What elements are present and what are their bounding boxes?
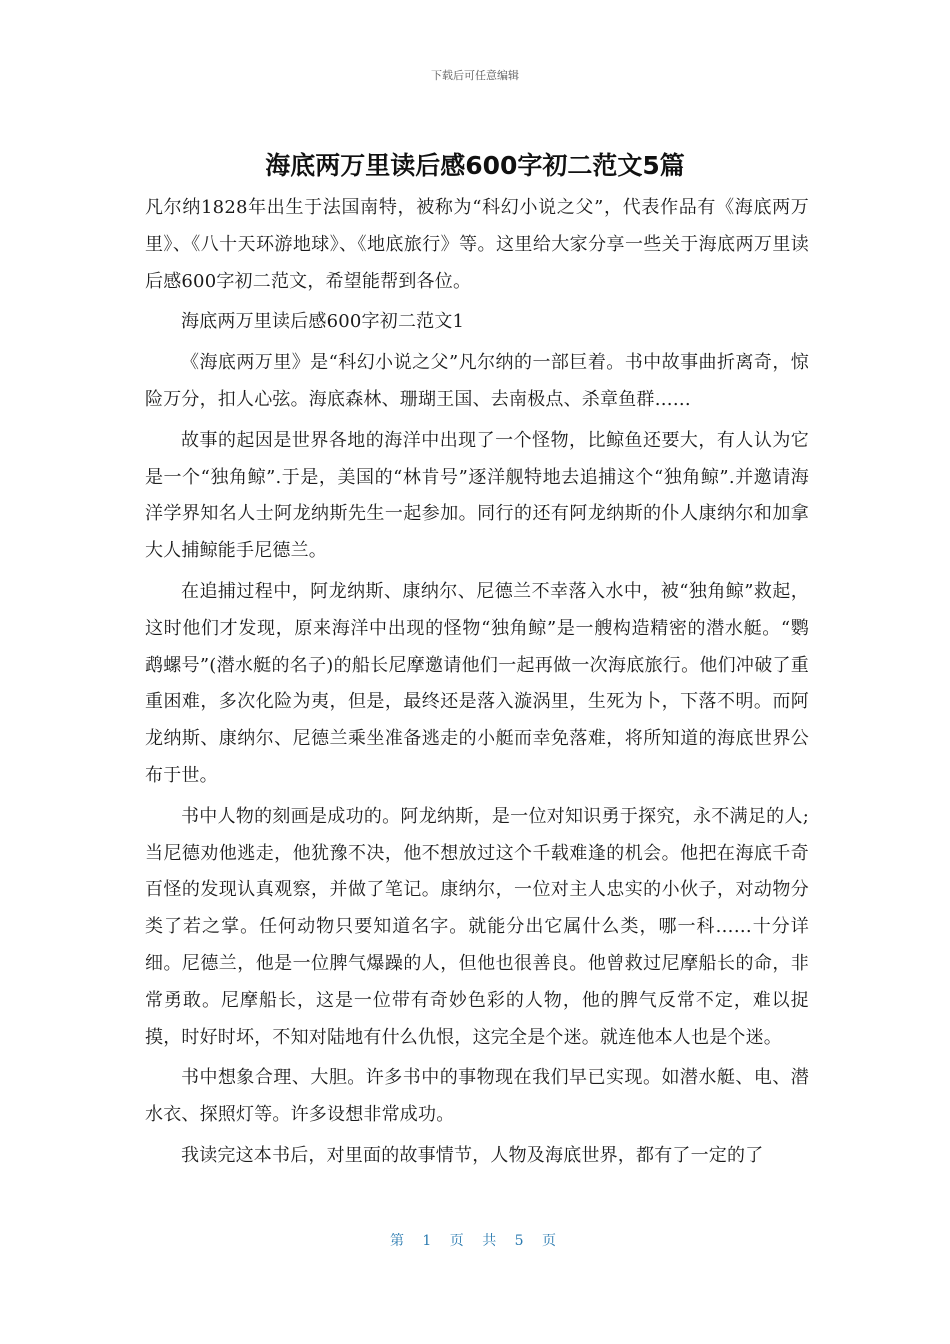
intro-paragraph: 凡尔纳1828年出生于法国南特，被称为“科幻小说之父”，代表作品有《海底两万里》、《八十天环游地球》、《地底旅行》等。这里给大家分享一些关于海底两万里读后感600字初二范文，希望能帮到各位。 (145, 197, 809, 292)
document-body (145, 190, 809, 1175)
page-header-note: 下载后可任意编辑 (431, 69, 519, 82)
document-title: 海底两万里读后感600字初二范文5篇 (265, 151, 685, 180)
body-paragraph: 故事的起因是世界各地的海洋中出现了一个怪物，比鲸鱼还要大，有人认为它是一个“独角鲸”.于是，美国的“林肯号”逐洋舰特地去追捕这个“独角鲸”.并邀请海洋学界知名人士阿龙纳斯先生一起参加。同行的还有阿龙纳斯的仆人康纳尔和加拿大人捕鲸能手尼德兰。 (145, 429, 809, 562)
body-paragraph: 在追捕过程中，阿龙纳斯、康纳尔、尼德兰不幸落入水中，被“独角鲸”救起，这时他们才发现，原来海洋中出现的怪物“独角鲸”是一艘构造精密的潜水艇。“鹦鹉螺号”(潜水艇的名子)的船长尼摩邀请他们一起再做一次海底旅行。他们冲破了重重困难，多次化险为夷，但是，最终还是落入漩涡里，生死为卜，下落不明。而阿龙纳斯、康纳尔、尼德兰乘坐准备逃走的小艇而幸免落难，将所知道的海底世界公布于世。 (145, 580, 809, 786)
body-paragraph: 书中人物的刻画是成功的。阿龙纳斯，是一位对知识勇于探究，永不满足的人;当尼德劝他逃走，他犹豫不决，他不想放过这个千载难逢的机会。他把在海底千奇百怪的发现认真观察，并做了笔记。康纳尔，一位对主人忠实的小伙子，对动物分类了若之掌。任何动物只要知道名字。就能分出它属什么类，哪一科……十分详细。尼德兰，他是一位脾气爆躁的人，但他也很善良。他曾救过尼摩船长的命，非常勇敢。尼摩船长，这是一位带有奇妙色彩的人物，他的脾气反常不定，难以捉摸，时好时坏，不知对陆地有什么仇恨，这完全是个迷。就连他本人也是个迷。 (145, 805, 809, 1048)
section-heading: 海底两万里读后感600字初二范文1 (181, 311, 465, 333)
body-paragraph: 《海底两万里》是“科幻小说之父”凡尔纳的一部巨着。书中故事曲折离奇，惊险万分，扣人心弦。海底森林、珊瑚王国、去南极点、杀章鱼群…… (145, 352, 809, 410)
body-paragraph: 我读完这本书后，对里面的故事情节，人物及海底世界，都有了一定的了 (181, 1144, 764, 1166)
page-number-footer: 第 1 页 共 5 页 (389, 1233, 561, 1249)
body-paragraph: 书中想象合理、大胆。许多书中的事物现在我们早已实现。如潜水艇、电、潜水衣、探照灯等。许多设想非常成功。 (145, 1067, 809, 1126)
